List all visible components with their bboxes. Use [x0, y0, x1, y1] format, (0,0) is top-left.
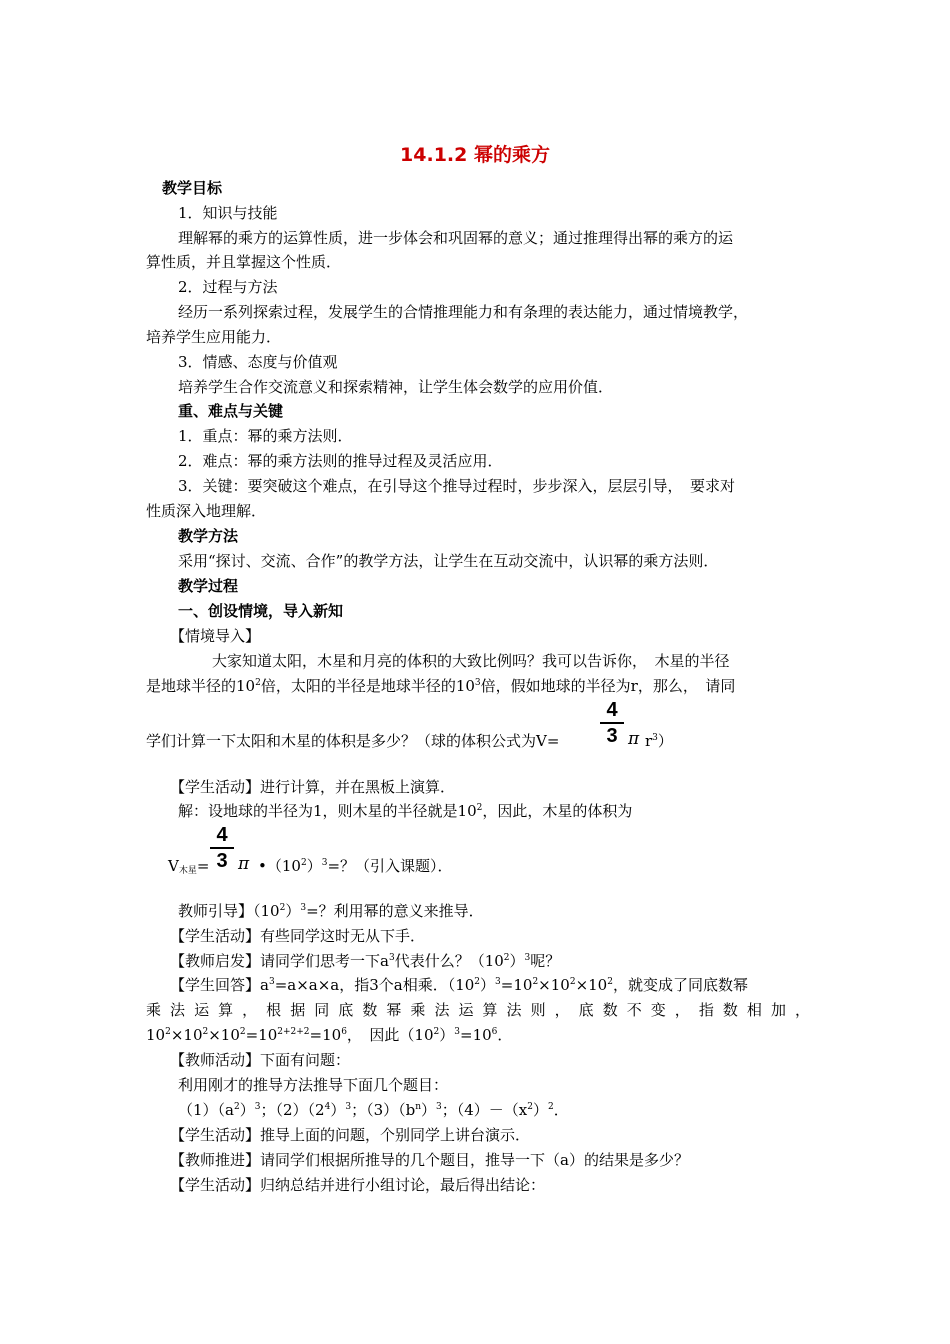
student-activity-4: 【学生活动】归纳总结并进行小组讨论，最后得出结论：	[170, 1176, 546, 1194]
teacher-push: 【教师推进】请同学们根据所推导的几个题目，推导一下（a）的结果是多少？	[170, 1151, 689, 1169]
fraction-four-thirds: 4 3	[600, 699, 624, 747]
heading-key-points: 重、难点与关键	[178, 402, 284, 420]
pi-symbol: π	[628, 729, 640, 749]
document-title: 14.1.2 幂的乘方	[400, 144, 550, 166]
student-activity-2: 【学生活动】有些同学这时无从下手．	[170, 927, 426, 945]
teacher-inspire: 【教师启发】请同学们思考一下$a^3$代表什么？$(10^2)^3$呢？	[170, 952, 561, 970]
heading-teaching-goals: 教学目标	[162, 179, 223, 197]
solution-line: 解：设地球的半径为1，则木星的半径就是$10^2$，因此，木星的体积为	[178, 802, 633, 820]
key-point-2: 2．难点：幂的乘方法则的推导过程及灵活应用．	[178, 452, 503, 470]
student-answer-line3: $10^2\times 10^2\times 10^2=10^{2+2+2}=10^6$， 因此$(10^2)^3=10^6$．	[146, 1026, 513, 1044]
heading-teaching-method: 教学方法	[178, 527, 239, 545]
teacher-guide: 教师引导】$(10^2)^3=$？利用幂的意义来推导．	[178, 902, 484, 920]
key-point-3-line2: 性质深入地理解．	[146, 502, 267, 520]
goal-1-label: 1．知识与技能	[178, 204, 278, 222]
goal-2-text-line1: 经历一系列探索过程，发展学生的合情推理能力和有条理的表达能力，通过情境教学，	[178, 303, 749, 321]
problem-list: $(1)(a^2)^3$；$(2)(2^4)^3$；$(3)(b^n)^3$；$(4)-(x^2)^2$．	[178, 1101, 569, 1119]
tag-situation-intro: 【情境导入】	[170, 627, 261, 645]
key-point-3-line1: 3．关键：要突破这个难点，在引导这个推导过程时，步步深入，层层引导， 要求对	[178, 477, 736, 495]
pi-symbol-2: π	[238, 854, 250, 874]
student-answer-line2: 乘 法 运 算 ， 根 据 同 底 数 幂 乘 法 运 算 法 则 ， 底 数 不 变 ， 指 数 相 加 ，	[146, 1001, 810, 1019]
goal-3-text: 培养学生合作交流意义和探索精神，让学生体会数学的应用价值．	[178, 378, 614, 396]
fraction-four-thirds-2: 4 3	[210, 824, 234, 872]
intro-line1: 大家知道太阳，木星和月亮的体积的大致比例吗？我可以告诉你， 木星的半径	[212, 652, 730, 670]
intro-line2: 是地球半径的$10^2$倍，太阳的半径是地球半径的$10^3$倍，假如地球的半径为r，那么， 请同	[146, 677, 736, 695]
intro-line3-tail: $r^3$）	[645, 732, 673, 750]
goal-2-label: 2．过程与方法	[178, 278, 278, 296]
jupiter-volume-label: $V_{木星}=$	[168, 857, 210, 876]
intro-line3: 学们计算一下太阳和木星的体积是多少？（球的体积公式为V=	[146, 732, 560, 750]
heading-teaching-process: 教学过程	[178, 577, 239, 595]
heading-part-1: 一、创设情境，导入新知	[178, 602, 344, 620]
goal-1-text-line2: 算性质，并且掌握这个性质．	[146, 253, 342, 271]
method-text: 采用“探讨、交流、合作”的教学方法，让学生在互动交流中，认识幂的乘方法则．	[178, 552, 719, 570]
student-answer-line1: 【学生回答】$a^3=a\times a\times a$，指3个a相乘．$(10^2)^3=10^2\times 10^2\times 10^2$，就变成了同底数幂	[170, 976, 748, 994]
goal-1-text-line1: 理解幂的乘方的运算性质，进一步体会和巩固幂的意义；通过推理得出幂的乘方的运	[178, 229, 734, 247]
goal-2-text-line2: 培养学生应用能力．	[146, 328, 282, 346]
goal-3-label: 3．情感、态度与价值观	[178, 353, 338, 371]
jupiter-volume-expression: $•(10^2)^3=$？（引入课题）．	[258, 857, 453, 875]
key-point-1: 1．重点：幂的乘方法则．	[178, 427, 353, 445]
student-activity-3: 【学生活动】推导上面的问题，个别同学上讲台演示．	[170, 1126, 531, 1144]
teacher-activity: 【教师活动】下面有问题：	[170, 1051, 351, 1069]
teacher-activity-text: 利用刚才的推导方法推导下面几个题目：	[178, 1076, 449, 1094]
student-activity-1: 【学生活动】进行计算，并在黑板上演算．	[170, 778, 456, 796]
